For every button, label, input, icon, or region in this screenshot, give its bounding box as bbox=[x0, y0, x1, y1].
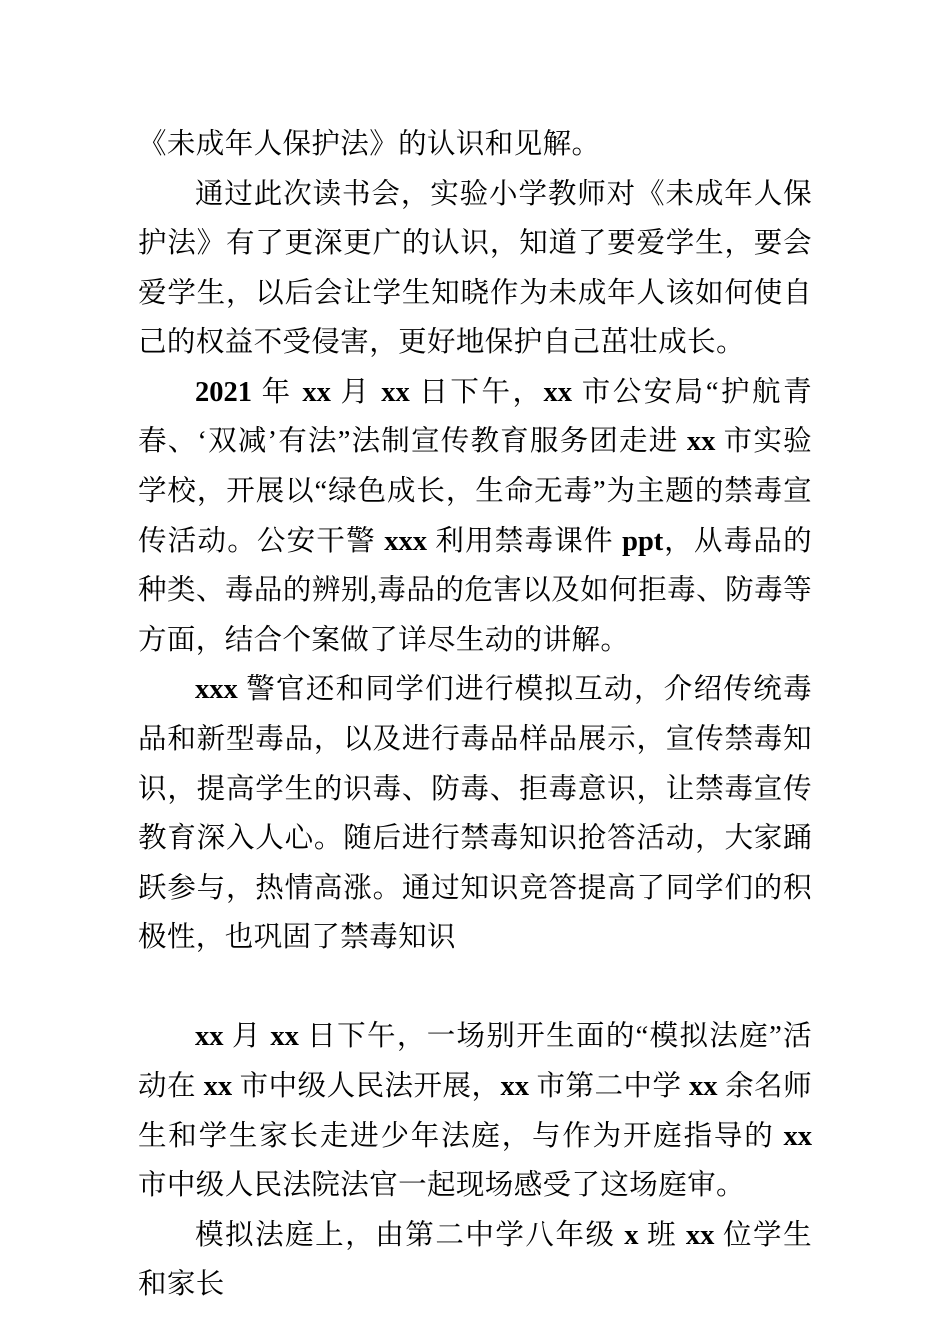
latin-run: xx bbox=[195, 1021, 224, 1053]
latin-run: xx bbox=[381, 376, 410, 408]
latin-run: 2021 bbox=[195, 376, 252, 408]
paragraph: 模拟法庭上，由第二中学八年级 x 班 xx 位学生和家长 bbox=[138, 1219, 812, 1301]
paragraph: xx 月 xx 日下午，一场别开生面的“模拟法庭”活动在 xx 市中级人民法开展，xx 市第二中学 xx 余名师生和学生家长走进少年法庭，与作为开庭指导的 xx 市中级人民法院法官一起现场感受了这场庭审。 bbox=[138, 1021, 812, 1202]
paragraph: 2021 年 xx 月 xx 日下午，xx 市公安局“护航青春、‘双减’有法”法制宣传教育服务团走进 xx 市实验学校，开展以“绿色成长，生命无毒”为主题的禁毒宣传活动。公安干警 xxx 利用禁毒课件 ppt，从毒品的种类、毒品的辨别,毒品的危害以及如何拒毒、防毒等方面，结合个案做了详尽生动的讲解。 bbox=[138, 376, 812, 656]
latin-run: xxx bbox=[195, 674, 238, 706]
latin-run: ppt bbox=[622, 525, 664, 557]
paragraph: xxx 警官还和同学们进行模拟互动，介绍传统毒品和新型毒品，以及进行毒品样品展示，宣传禁毒知识，提高学生的识毒、防毒、拒毒意识，让禁毒宣传教育深入人心。随后进行禁毒知识抢答活动，大家踊跃参与，热情高涨。通过知识竞答提高了同学们的积极性，也巩固了禁毒知识 bbox=[138, 674, 812, 954]
latin-run: xx bbox=[685, 1219, 715, 1251]
paragraph: 《未成年人保护法》的认识和见解。 bbox=[138, 129, 601, 160]
latin-run: xx bbox=[500, 1070, 529, 1102]
paragraph: 通过此次读书会，实验小学教师对《未成年人保护法》有了更深更广的认识，知道了要爱学生，要会爱学生，以后会让学生知晓作为未成年人该如何使自己的权益不受侵害，更好地保护自己茁壮成长。 bbox=[138, 178, 812, 359]
latin-run: xx bbox=[203, 1070, 233, 1102]
latin-run: xx bbox=[302, 376, 331, 408]
latin-run: xx bbox=[270, 1021, 299, 1053]
latin-run: xx bbox=[686, 426, 716, 458]
latin-run: x bbox=[624, 1219, 639, 1251]
latin-run: xx bbox=[543, 376, 573, 408]
latin-run: xx bbox=[689, 1070, 718, 1102]
document-body bbox=[138, 120, 812, 1310]
latin-run: xx bbox=[783, 1120, 812, 1152]
latin-run: xxx bbox=[384, 525, 427, 557]
